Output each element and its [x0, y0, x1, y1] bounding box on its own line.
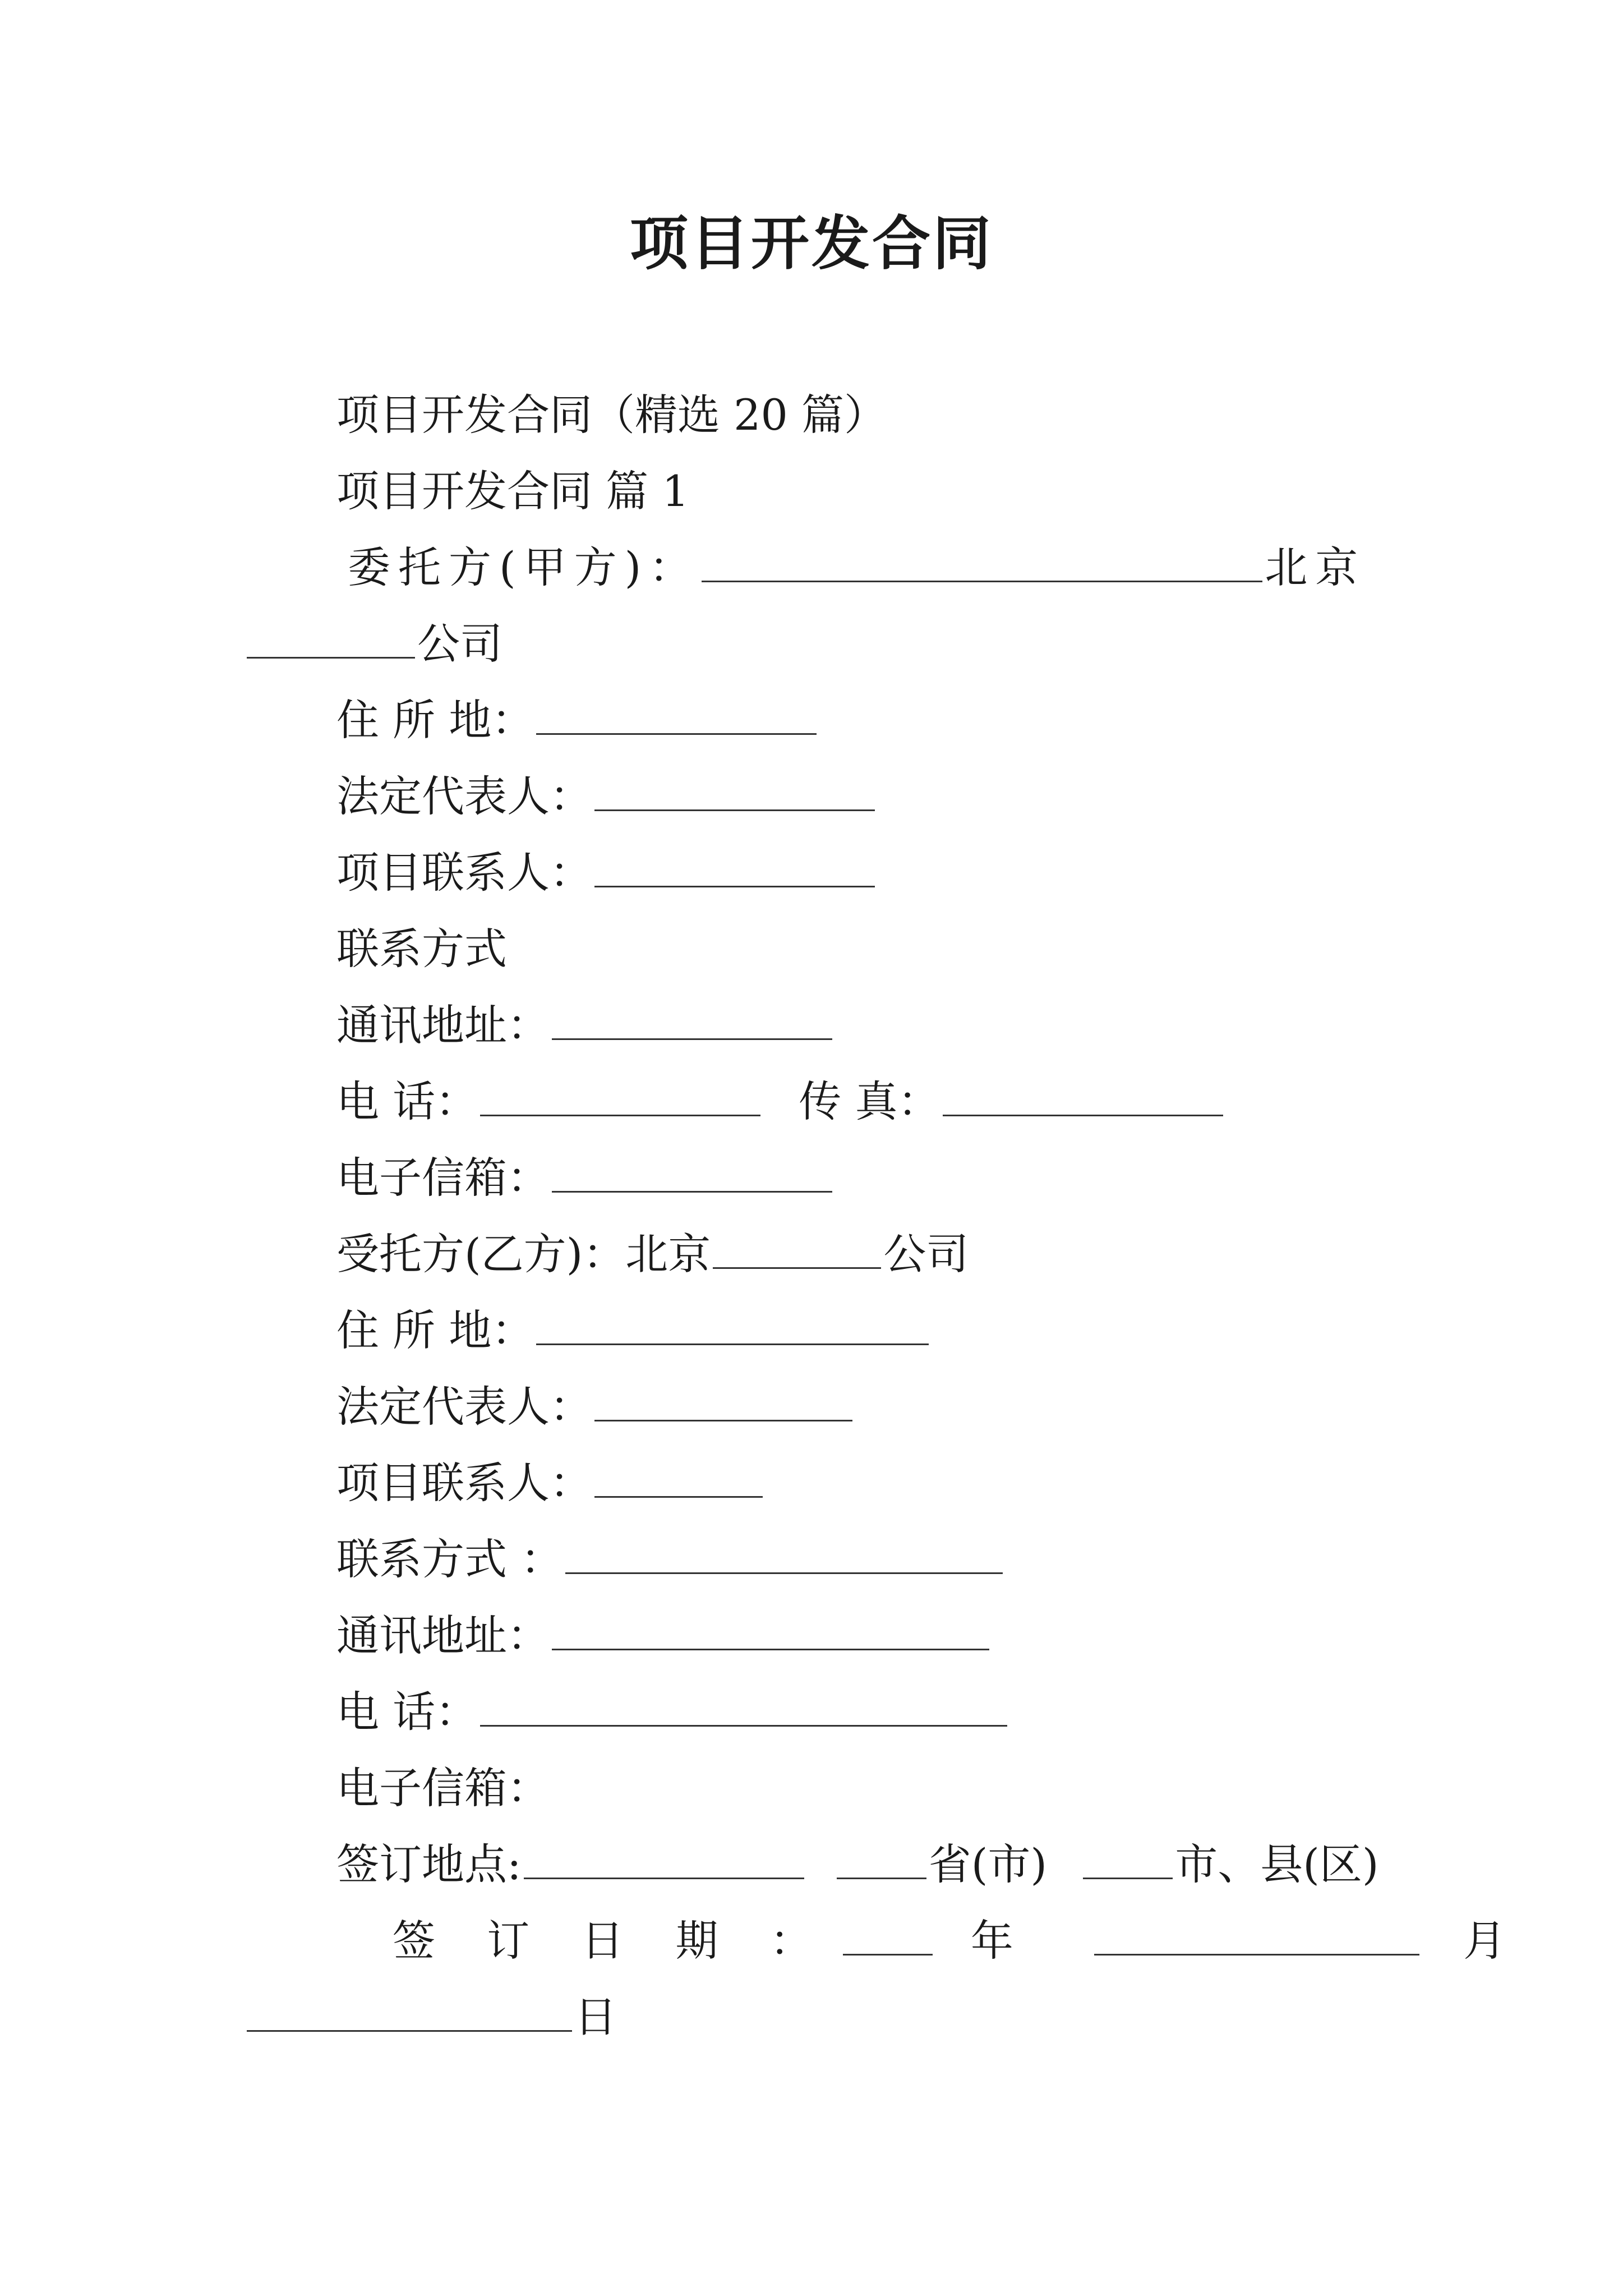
party-b-address-label: 住 所 地：	[336, 1305, 534, 1355]
section-heading: 项目开发合同 篇 1	[336, 466, 689, 516]
party-b-phone-label: 电 话：	[336, 1687, 478, 1737]
party-a-mail-blank	[552, 1000, 832, 1040]
document-heading: 项目开发合同（精选 20 篇）	[336, 390, 887, 440]
document-title: 项目开发合同	[629, 209, 993, 278]
party-b-label: 受托方(乙方)：北京	[336, 1229, 711, 1279]
month-blank	[1094, 1916, 1419, 1955]
party-b-contact-blank	[594, 1458, 763, 1498]
party-a-contact-line	[336, 845, 877, 901]
party-b-email-label: 电子信箱：	[336, 1763, 550, 1813]
party-a-city: 北京	[1265, 542, 1366, 592]
city-blank	[1083, 1839, 1173, 1879]
province-label: 省(市)	[928, 1839, 1048, 1889]
signing-place-line	[336, 1837, 1379, 1893]
party-a-name-blank	[702, 542, 1262, 582]
party-b-method-label: 联系方式 ：	[336, 1534, 564, 1584]
party-a-fax-blank	[943, 1076, 1223, 1116]
signing-place-blank	[524, 1839, 804, 1879]
party-a-phone-label: 电 话：	[336, 1076, 478, 1126]
party-a-address-blank	[536, 695, 817, 735]
party-a-contact-blank	[594, 848, 875, 887]
party-b-method-line	[336, 1531, 1005, 1588]
year-label: 年	[970, 1916, 1013, 1966]
year-blank	[843, 1916, 933, 1955]
party-b-phone-line	[336, 1684, 1009, 1740]
party-a-address-line	[336, 692, 819, 748]
party-a-email-line	[336, 1150, 834, 1206]
city-label: 市、县(区)	[1175, 1839, 1379, 1889]
day-blank	[247, 1992, 572, 2032]
party-a-company-blank	[247, 619, 415, 659]
party-a-phone-blank	[480, 1076, 760, 1116]
province-blank	[837, 1839, 926, 1879]
party-a-rep-blank	[594, 771, 875, 811]
signing-day-line	[247, 1989, 617, 2045]
party-a-rep-line	[336, 769, 877, 825]
party-b-phone-blank	[480, 1687, 1007, 1727]
party-a-mail-line	[336, 997, 834, 1053]
signing-place-label: 签订地点:	[336, 1839, 522, 1889]
party-a-mail-label: 通讯地址：	[336, 1000, 550, 1050]
party-a-line-2	[247, 616, 502, 672]
party-b-company-blank	[713, 1229, 881, 1269]
party-b-address-blank	[536, 1305, 929, 1345]
party-b-contact-label: 项目联系人：	[336, 1458, 592, 1508]
party-b-rep-line	[336, 1379, 855, 1435]
party-a-line	[348, 540, 1366, 596]
party-a-contact-label: 项目联系人：	[336, 848, 592, 898]
party-b-method-blank	[565, 1534, 1003, 1574]
signing-date-line	[393, 1913, 1506, 1969]
month-label: 月	[1463, 1916, 1506, 1966]
party-b-mail-line	[336, 1608, 992, 1664]
signing-date-label: 签 订 日 期 ：	[393, 1916, 832, 1966]
party-a-rep-label: 法定代表人：	[336, 771, 592, 821]
party-a-suffix: 公司	[417, 619, 502, 669]
party-b-mail-label: 通讯地址：	[336, 1611, 550, 1660]
party-a-contact-method: 联系方式	[336, 924, 507, 974]
party-b-rep-blank	[594, 1382, 852, 1421]
party-b-line	[336, 1226, 969, 1282]
party-a-email-blank	[552, 1153, 832, 1193]
party-b-contact-line	[336, 1455, 765, 1511]
party-b-address-line	[336, 1303, 931, 1359]
party-a-phone-line	[336, 1074, 1225, 1130]
day-label: 日	[574, 1992, 617, 2042]
party-a-fax-label: 传 真：	[799, 1076, 940, 1126]
party-a-address-label: 住 所 地：	[336, 695, 534, 745]
party-a-label: 委托方(甲方)：	[348, 542, 700, 592]
party-a-email-label: 电子信箱：	[336, 1153, 550, 1203]
party-b-mail-blank	[552, 1611, 989, 1650]
party-b-rep-label: 法定代表人：	[336, 1382, 592, 1432]
party-b-suffix: 公司	[883, 1229, 969, 1279]
